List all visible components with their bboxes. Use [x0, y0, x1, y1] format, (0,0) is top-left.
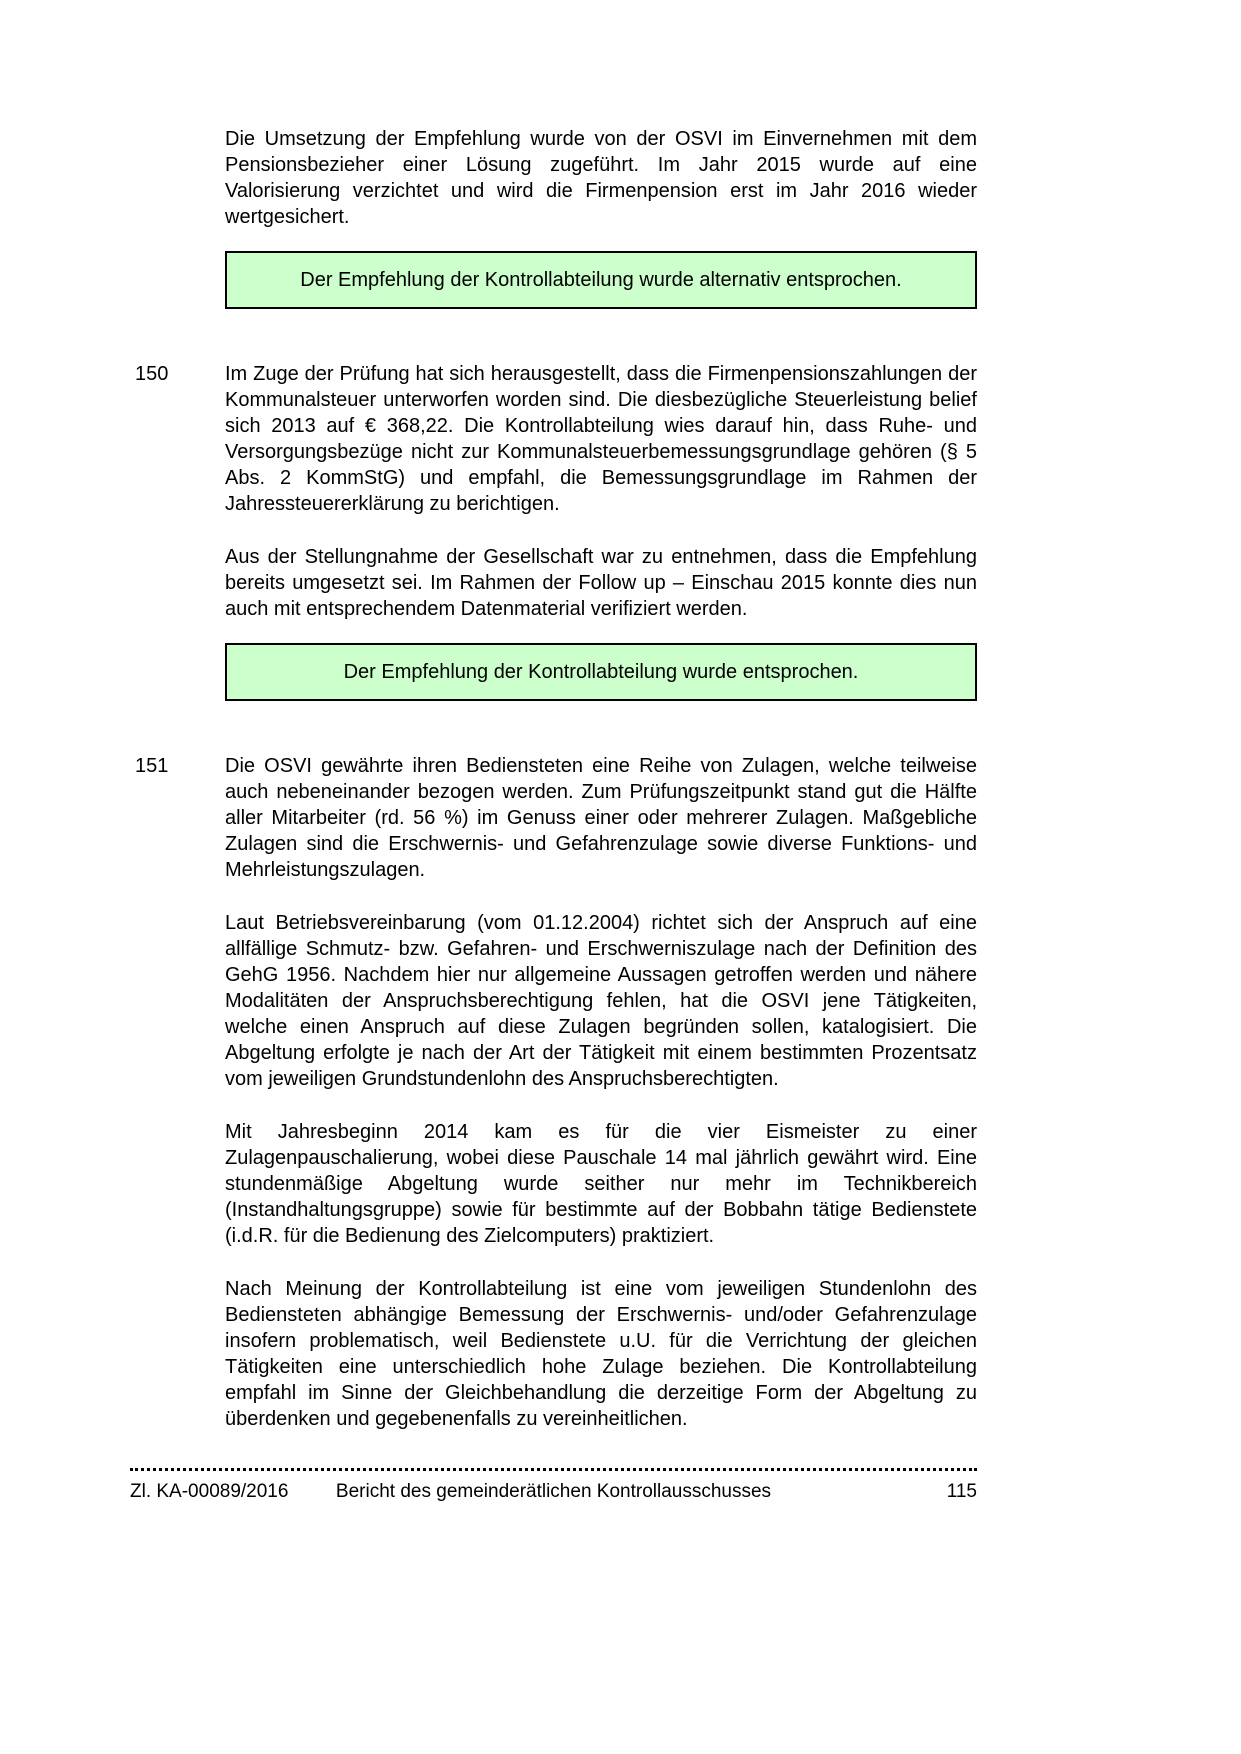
- paragraph-block: [135, 910, 977, 1092]
- paragraph-text: Im Zuge der Prüfung hat sich herausgestellt, dass die Firmenpensionszahlungen der Kommunalsteuer unterworfen worden sind. Die diesbezügliche Steuerleistung belief sich 2013 auf € 368,22. Die Kontrollabteilung wies darauf hin, dass Ruhe- und Versorgungsbezüge nicht zur Kommunalsteuerbemessungsgrundlage gehören (§ 5 Abs. 2 KommStG) und empfahl, die Bemessungsgrundlage im Rahmen der Jahressteuererklärung zu berichtigen.: [225, 363, 977, 515]
- footer-report-title: Bericht des gemeinderätlichen Kontrollausschusses: [335, 1481, 772, 1502]
- report-body: [135, 126, 977, 1459]
- paragraph-text: Die Umsetzung der Empfehlung wurde von der OSVI im Einvernehmen mit dem Pensionsbezieher einer Lösung zugeführt. Im Jahr 2015 wurde auf eine Valorisierung verzichtet und wird die Firmenpension erst im Jahr 2016 wieder wertgesichert.: [225, 128, 977, 228]
- margin-number: 150: [135, 363, 169, 385]
- paragraph-block: [135, 1119, 977, 1249]
- paragraph-block-151: [135, 753, 977, 883]
- paragraph-block: [135, 126, 977, 230]
- paragraph-text: Nach Meinung der Kontrollabteilung ist eine vom jeweiligen Stundenlohn des Bediensteten abhängige Bemessung der Erschwernis- und/oder Gefahrenzulage insofern problematisch, weil Bedienstete u.U. für die Verrichtung der gleichen Tätigkeiten eine unterschiedlich hohe Zulage beziehen. Die Kontrollabteilung empfahl im Sinne der Gleichbehandlung die derzeitige Form der Abgeltung zu überdenken und gegebenenfalls zu vereinheitlichen.: [225, 1278, 977, 1430]
- footer-page-number: 115: [946, 1481, 977, 1502]
- recommendation-box-block: [135, 643, 977, 701]
- paragraph-text: Aus der Stellungnahme der Gesellschaft war zu entnehmen, dass die Empfehlung bereits umgesetzt sei. Im Rahmen der Follow up – Einschau 2015 konnte dies nun auch mit entsprechendem Datenmaterial verifiziert werden.: [225, 546, 977, 620]
- paragraph-text: Die OSVI gewährte ihren Bediensteten eine Reihe von Zulagen, welche teilweise auch nebeneinander bezogen werden. Zum Prüfungszeitpunkt stand gut die Hälfte aller Mitarbeiter (rd. 56 %) im Genuss einer oder mehrerer Zulagen. Maßgebliche Zulagen sind die Erschwernis- und Gefahrenzulage sowie diverse Funktions- und Mehrleistungszulagen.: [225, 755, 977, 881]
- recommendation-box: Der Empfehlung der Kontrollabteilung wurde alternativ entsprochen.: [225, 251, 977, 309]
- paragraph-block: [135, 1276, 977, 1432]
- paragraph-text: Mit Jahresbeginn 2014 kam es für die vier Eismeister zu einer Zulagenpauschalierung, wobei diese Pauschale 14 mal jährlich gewährt wird. Eine stundenmäßige Abgeltung wurde seither nur mehr im Technikbereich (Instandhaltungsgruppe) sowie für bestimmte auf der Bobbahn tätige Bedienstete (i.d.R. für die Bedienung des Zielcomputers) praktiziert.: [225, 1121, 977, 1247]
- recommendation-box-block: [135, 251, 977, 309]
- margin-number: 151: [135, 755, 169, 777]
- paragraph-block-150: [135, 361, 977, 517]
- paragraph-text: Laut Betriebsvereinbarung (vom 01.12.2004) richtet sich der Anspruch auf eine allfällige Schmutz- bzw. Gefahren- und Erschwerniszulage nach der Definition des GehG 1956. Nachdem hier nur allgemeine Aussagen getroffen werden und nähere Modalitäten der Anspruchsberechtigung fehlen, hat die OSVI jene Tätigkeiten, welche einen Anspruch auf diese Zulagen begründen sollen, katalogisiert. Die Abgeltung erfolgte je nach der Art der Tätigkeit mit einem bestimmten Prozentsatz vom jeweiligen Grundstundenlohn des Anspruchsberechtigten.: [225, 912, 977, 1090]
- footer-reference-number: Zl. KA-00089/2016: [130, 1481, 289, 1502]
- page-footer: [130, 1468, 977, 1504]
- recommendation-box: Der Empfehlung der Kontrollabteilung wurde entsprochen.: [225, 643, 977, 701]
- paragraph-block: [135, 544, 977, 622]
